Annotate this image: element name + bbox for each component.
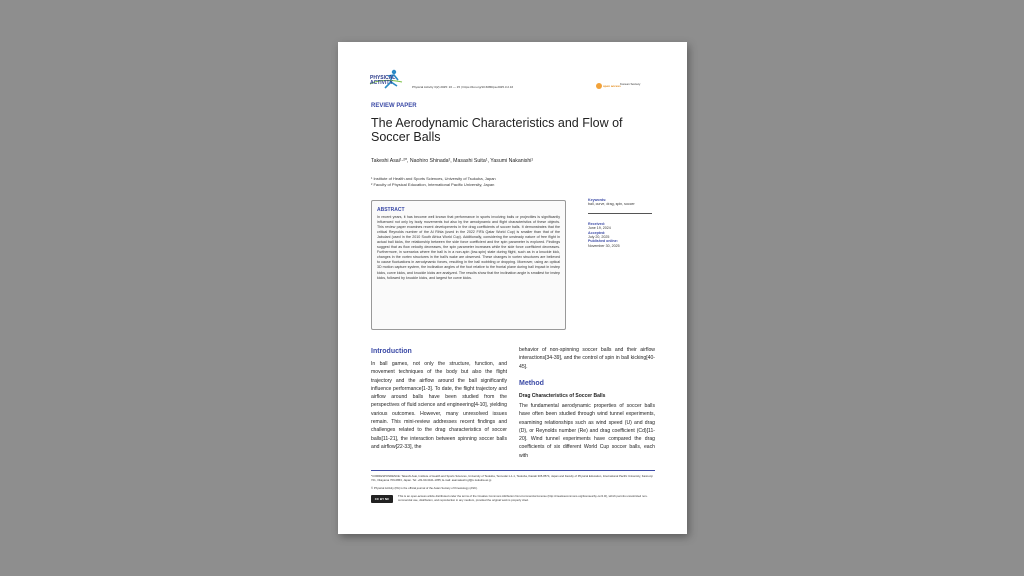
- paper-page: [338, 42, 687, 534]
- journal-logo: [368, 68, 406, 90]
- cc-license-icon: CC BY NC: [371, 495, 393, 503]
- intro-heading: Introduction: [371, 348, 412, 355]
- correspondence: *CORRESPONDENCE: Takeshi Asai, Institute of Health and Sports Sciences, University of Tsukuba, Tennodai 1-1-1, Tsukuba, Ibaraki 305-8574, Japan and Faculty of Physical Education, International Pacific University, Kannonji 721, Okayama 709-0863, Japan. Tel: +81-90-3441-1055; E-mail: asai.takeshi.gf@u.tsukuba.ac.jp: [371, 474, 653, 482]
- article-type: REVIEW PAPER: [371, 103, 417, 109]
- keywords-label: Keywords:: [588, 198, 607, 202]
- journal-name: PHYSICAL ACTIVITY: [370, 75, 396, 86]
- affiliations: [371, 176, 496, 188]
- copyright: © Physical Activity (PA) is the official journal of the Asian Society of Kinesiology (ASK).: [371, 486, 478, 490]
- method-heading: Method: [519, 380, 544, 387]
- received-label: Received:: [588, 221, 605, 226]
- method-text: The fundamental aerodynamic properties of soccer balls have often been studied through wind tunnel experiments, examining relationships such as wind speed (U) and drag (D), or Reynolds number (Re) and drag coefficient (Cd)[11-20]. Wind tunnel experiments have compared the drag coefficients of six different World Cup soccer balls, each with: [519, 403, 655, 459]
- abstract-text: In recent years, it has become well known that performance in sports involving balls or projectiles is significantly influenced not only by body movements but also by the aerodynamic and flight characteristics of these objects. This review paper examines recent developments in the drag coefficients of soccer balls. It demonstrates that the critical Reynolds number of the Al Rihla (used in the 2022 FIFA Qatar World Cup) is smaller than that of the Jabulani (used in the 2010 South Africa World Cup). Additionally, considering the unsteady nature of free flight in actual ball kicks, the relationship between the side force coefficient and the spin parameter is explored. Findings suggest that as flow velocity decreases, the spin parameter increases while the side force coefficient decreases. Furthermore, in scenarios where the ball is in a non-spin (low-spin) state during flight, such as in a knuckle kick, changes in the vortex structures in the ball's wake are observed. These changes in vortex structures are believed to cause fluctuations in aerodynamic forces, resulting in the ball wobbling or dropping. Moreover, using an optical 3D motion capture system, the inclination angles of the foot relative to the frontal plane during ball impact in instep kicks, curve kicks, and knuckle kicks are analyzed. The results show that the inclination angle is smallest for instep kicks, followed by knuckle kicks, and largest for curve kicks.: [377, 215, 560, 280]
- license-text: This is an open-access article distributed under the terms of the Creative Commons Attribution Non-Commercial License (http://creativecommons.org/licenses/by-nc/4.0/), which permits unrestricted non-commercial use, distribution, and reproduction in any medium, provided the original work is properly cited.: [398, 494, 648, 502]
- open-access-icon: [596, 83, 602, 89]
- author-list: Takeshi Asai¹·²*, Naohiro Shinada², Masashi Suita¹, Yasumi Nakanishi¹: [371, 158, 534, 164]
- affiliation-2: ² Faculty of Physical Education, International Pacific University, Japan: [371, 182, 495, 187]
- published-date: November 30, 2025: [588, 243, 620, 248]
- citation-line: Physical Activity 3(2) 2025: 16 — 15 | https://doi.org/10.6080/pa.2025.3.2.16: [412, 85, 514, 89]
- article-title: The Aerodynamic Characteristics and Flow of Soccer Balls: [371, 116, 623, 144]
- publisher-logo: Korean Society: [620, 82, 641, 86]
- accepted-date: July 20, 2025: [588, 235, 610, 240]
- abstract-box: [371, 200, 566, 330]
- affiliation-1: ¹ Institute of Health and Sports Sciences, University of Tsukuba, Japan: [371, 176, 496, 181]
- keywords: ball, curve, drag, spin, soccer: [588, 202, 635, 207]
- accepted-label: Accepted:: [588, 230, 606, 235]
- footer-rule: [371, 470, 655, 471]
- divider: [588, 213, 652, 214]
- intro-continuation: behavior of non-spinning soccer balls and their airflow interactions[34-39], and the control of spin in ball kicking[40-45].: [519, 347, 655, 370]
- subsection-heading: Drag Characteristics of Soccer Balls: [519, 393, 606, 399]
- abstract-heading: ABSTRACT: [377, 207, 405, 213]
- article-info-sidebar: [588, 198, 652, 248]
- published-label: Published online:: [588, 239, 618, 244]
- received-date: June 19, 2024: [588, 226, 611, 231]
- open-access-label: open access: [602, 83, 621, 88]
- intro-text: In ball games, not only the structure, function, and movement techniques of the body but also the flight trajectory and the airflow around the ball significantly influence performance[1-3]. To date, the flight trajectory and airflow around balls have been studied from the perspectives of fluid science and engineering[4-10], yielding various outcomes. However, many unresolved issues remain. This mini-review addresses recent findings and challenges related to the drag characteristics of soccer balls[11-21], the interaction between spinning soccer balls and airflow[22-33], the: [371, 361, 507, 450]
